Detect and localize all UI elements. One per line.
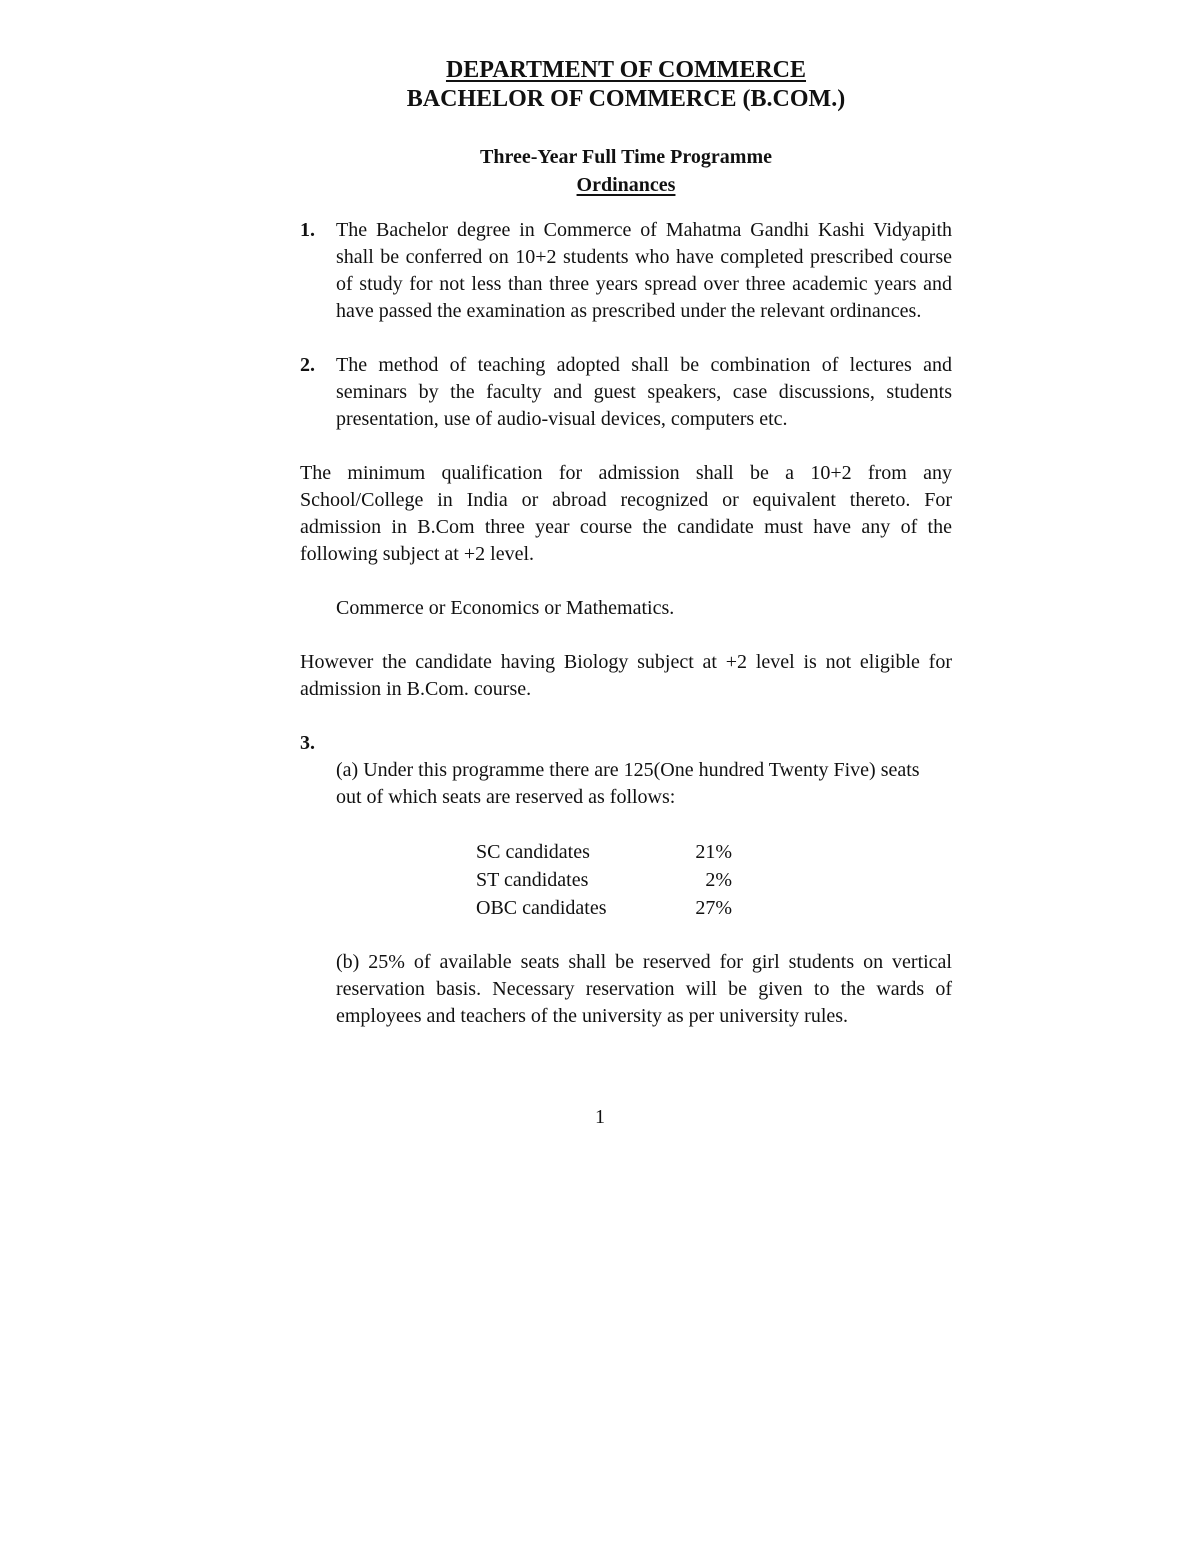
admission-qualification-paragraph: The minimum qualification for admission shall be a 10+2 from any School/College in India or abroad recognized or equivalent thereto. For admission in B.Com three year course the candidate must have any of the following subject at +2 level.: [300, 462, 952, 565]
girl-students-reservation-paragraph: (b) 25% of available seats shall be reserved for girl students on vertical reservation basis. Necessary reservation will be given to the wards of employees and teachers of the university as per university rules.: [336, 951, 952, 1027]
reservation-percent: 27%: [695, 897, 732, 919]
ordinance-item-2: [300, 352, 952, 433]
reservation-row: [476, 894, 732, 922]
degree-heading: BACHELOR OF COMMERCE (B.COM.): [406, 86, 846, 112]
reservation-row: [476, 866, 732, 894]
ordinance-number-3: 3.: [300, 732, 315, 754]
ordinances-heading: Ordinances: [576, 174, 676, 196]
reservation-row: [476, 838, 732, 866]
ordinance-number-1: 1.: [300, 219, 315, 241]
reservation-category: OBC candidates: [476, 897, 607, 919]
admission-subjects: Commerce or Economics or Mathematics.: [336, 597, 675, 619]
reservation-percent: 2%: [705, 869, 732, 891]
page-number: 1: [595, 1106, 605, 1128]
reservation-category: SC candidates: [476, 841, 590, 863]
reservation-percent: 21%: [695, 841, 732, 863]
document-page: [300, 56, 952, 1030]
seats-paragraph: (a) Under this programme there are 125(One hundred Twenty Five) seats out of which seats are reserved as follows:: [336, 759, 920, 808]
ordinance-item-1: [300, 217, 952, 325]
ordinance-text-1: The Bachelor degree in Commerce of Mahatma Gandhi Kashi Vidyapith shall be conferred on 10+2 students who have completed prescribed course of study for not less than three years spread over three academic years and have passed the examination as prescribed under the relevant ordinances.: [336, 219, 952, 322]
admission-exclusion-paragraph: However the candidate having Biology subject at +2 level is not eligible for admission in B.Com. course.: [300, 651, 952, 700]
programme-heading: Three-Year Full Time Programme: [480, 146, 772, 168]
ordinance-text-2: The method of teaching adopted shall be combination of lectures and seminars by the faculty and guest speakers, case discussions, students presentation, use of audio-visual devices, computers etc.: [336, 354, 952, 430]
reservation-table: [476, 838, 732, 922]
ordinance-number-2: 2.: [300, 354, 315, 376]
reservation-category: ST candidates: [476, 869, 589, 891]
department-heading: DEPARTMENT OF COMMERCE: [445, 57, 807, 83]
